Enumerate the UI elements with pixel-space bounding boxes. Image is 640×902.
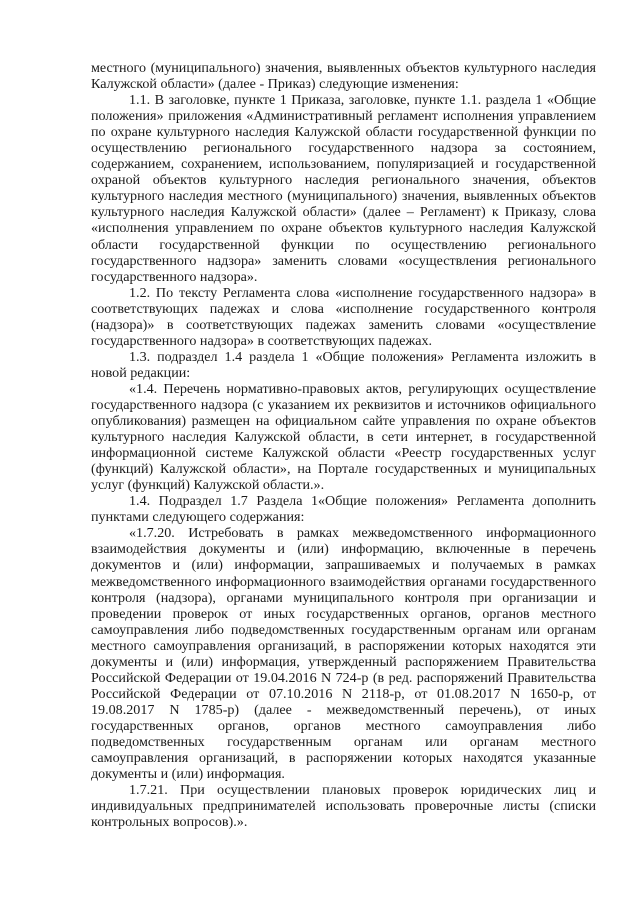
paragraph-item-1-7-20: «1.7.20. Истребовать в рамках межведомственного информационного взаимодействия документы и (или) информацию, включенные в перечень документов и (или) информации, запрашиваемых и получаемых в рамках межведомственного информационного взаимодействия органами государственного контроля (надзора), органами муниципального контроля при организации и проведении проверок от иных государственных органов, органов местного самоуправления либо подведомственных государственным органам или органам местного самоуправления организаций, в распоряжении которых находятся эти документы и (или) информация, утвержденный распоряжением Правительства Российской Федерации от 19.04.2016 N 724-р (в ред. распоряжений Правительства Российской Федерации от 07.10.2016 N 2118-р, от 01.08.2017 N 1650-р, от 19.08.2017 N 1785-р) (далее - межведомственный перечень), от иных государственных органов, органов местного самоуправления либо подведомственных государственным органам или органам местного самоуправления организаций, в распоряжении которых находятся указанные документы и (или) информация.: [91, 525, 596, 783]
paragraph-item-1-4-subsection: 1.4. Подраздел 1.7 Раздела 1«Общие положения» Регламента дополнить пунктами следующего содержания:: [91, 493, 596, 526]
paragraph-item-1-3: 1.3. подраздел 1.4 раздела 1 «Общие положения» Регламента изложить в новой редакции:: [91, 348, 596, 381]
document-body: [91, 60, 596, 830]
paragraph-item-1-1: 1.1. В заголовке, пункте 1 Приказа, заголовке, пункте 1.1. раздела 1 «Общие положения» приложения «Административный регламент исполнения управлением по охране культурного наследия Калужской области государственной функции по осуществлению регионального государственного надзора за состоянием, содержанием, сохранением, использованием, популяризацией и государственной охраной объектов культурного наследия регионального значения, объектов культурного наследия местного (муниципального) значения, выявленных объектов культурного наследия Калужской области» (далее – Регламент) к Приказу, слова «исполнения управлением по охране объектов культурного наследия Калужской области государственной функции по осуществлению регионального государственного надзора» заменить словами «осуществления регионального государственного надзора».: [91, 92, 596, 285]
paragraph-item-1-7-21: 1.7.21. При осуществлении плановых проверок юридических лиц и индивидуальных предпринимателей использовать проверочные листы (списки контрольных вопросов).».: [91, 782, 596, 831]
paragraph-item-1-2: 1.2. По тексту Регламента слова «исполнение государственного надзора» в соответствующих падежах и слова «исполнение государственного контроля (надзора)» в соответствующих падежах заменить словами «осуществление государственного надзора» в соответствующих падежах.: [91, 284, 596, 349]
paragraph-continuation: местного (муниципального) значения, выявленных объектов культурного наследия Калужской области» (далее - Приказ) следующие изменения:: [91, 60, 596, 93]
paragraph-item-1-4-new-text: «1.4. Перечень нормативно-правовых актов, регулирующих осуществление государственного надзора (с указанием их реквизитов и источников официального опубликования) размещен на официальном сайте управления по охране объектов культурного наследия Калужской области, в сети интернет, в государственной информационной системе Калужской области «Реестр государственных услуг (функций) Калужской области», на Портале государственных и муниципальных услуг (функций) Калужской области.».: [91, 380, 596, 494]
